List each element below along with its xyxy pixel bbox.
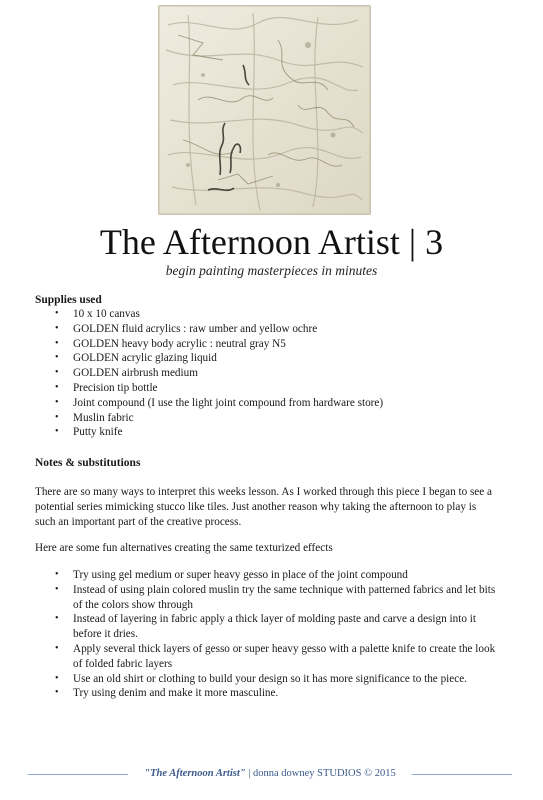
footer-brand: "The Afternoon Artist" — [144, 768, 246, 779]
alternatives-list — [35, 568, 505, 701]
page-subtitle: begin painting masterpieces in minutes — [165, 263, 378, 278]
bullet-icon: • — [55, 672, 59, 684]
bullet-icon: • — [55, 687, 59, 699]
bullet-icon: • — [55, 583, 59, 595]
bullet-icon: • — [55, 367, 59, 379]
bullet-icon: • — [55, 396, 59, 408]
notes-paragraph: There are so many ways to interpret this weeks lesson. As I worked through this piece I began to see a potential series mimicking stucco like tiles. Just another reason why taking the afternoon to play is such an important part of the creative process. — [35, 486, 493, 528]
footer-studio: donna downey STUDIOS © 2015 — [252, 768, 396, 779]
bullet-icon: • — [55, 381, 59, 393]
list-item: • Muslin fabric — [55, 411, 134, 424]
list-item: • Joint compound (I use the light joint compound from hardware store) — [55, 396, 384, 409]
list-item: • Putty knife — [55, 426, 123, 439]
page-footer — [0, 767, 543, 783]
list-item: • Try using denim and make it more masculine. — [55, 687, 279, 700]
list-item: • Try using gel medium or super heavy gesso in place of the joint compound — [55, 569, 408, 581]
list-item: • Precision tip bottle — [55, 381, 158, 394]
bullet-icon: • — [55, 642, 59, 654]
bullet-icon: • — [55, 569, 59, 580]
list-item: • Instead of using plain colored muslin try the same technique with patterned fabrics and let bits of the colors show through — [55, 583, 496, 611]
alternatives-intro: Here are some fun alternatives creating the same texturized effects — [35, 542, 333, 554]
notes-heading: Notes & substitutions — [35, 457, 141, 469]
list-item: • Use an old shirt or clothing to build your design so it has more significance to the piece. — [55, 672, 467, 685]
list-item: • GOLDEN fluid acrylics : raw umber and yellow ochre — [55, 322, 318, 335]
footer-separator: | — [248, 768, 251, 779]
footer-rule-right — [412, 774, 512, 775]
artwork-image — [158, 5, 371, 215]
list-item: • GOLDEN heavy body acrylic : neutral gray N5 — [55, 337, 286, 350]
list-item: • Instead of layering in fabric apply a thick layer of molding paste and carve a design into it before it dries. — [55, 613, 476, 641]
list-item: • GOLDEN airbrush medium — [55, 367, 198, 380]
bullet-icon: • — [55, 352, 59, 364]
list-item: • GOLDEN acrylic glazing liquid — [55, 352, 217, 365]
footer-text — [128, 767, 412, 781]
page-title: The Afternoon Artist | 3 — [99, 222, 444, 262]
bullet-icon: • — [55, 322, 59, 334]
bullet-icon: • — [55, 337, 59, 349]
footer-rule-left — [28, 774, 128, 775]
list-item: • 10 x 10 canvas — [55, 308, 140, 320]
bullet-icon: • — [55, 308, 59, 319]
bullet-icon: • — [55, 613, 59, 625]
supplies-heading: Supplies used — [35, 294, 102, 306]
bullet-icon: • — [55, 411, 59, 423]
supplies-list — [35, 307, 515, 440]
list-item: • Apply several thick layers of gesso or super heavy gesso with a palette knife to create the look of folded fabric layers — [55, 642, 496, 670]
bullet-icon: • — [55, 426, 59, 438]
